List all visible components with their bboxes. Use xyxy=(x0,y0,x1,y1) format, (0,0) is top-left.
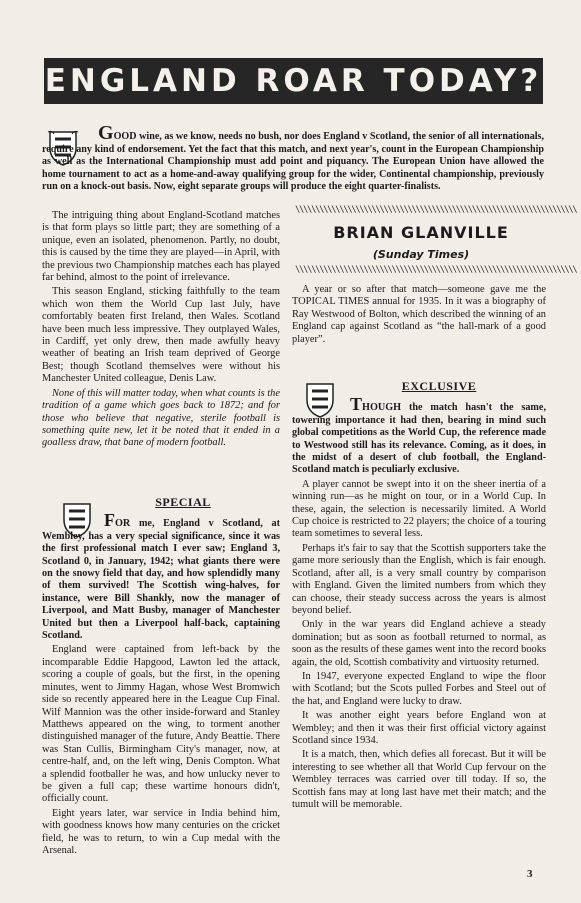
section-heading-special: SPECIAL xyxy=(155,495,211,509)
left-column xyxy=(42,210,280,452)
author-paper: (Sunday Times) xyxy=(372,248,470,261)
special-bold-paragraph: FOR me, England v Scotland, at Wembley, has a very special significance, since it was the first professional match I ever saw; England 3, Scotland 0, in January, 1942; what giants there were on the snowy field that day, and how splendidly many of them survived! The Scottish wing-halves, for instance, were Bill Shankly, now the manager of Liverpool, and Matt Busby, manager of Manchester United but then a Liverpool half-back, captaining Scotland. xyxy=(42,510,280,642)
intro-paragraph: GOOD wine, as we know, needs no bush, nor does England v Scotland, the senior of all internationals, require any kind of endorsement. Yet the fact that this match, and next year's, count in the European Championship as well as the International Championship must add point and piquancy. The European Union have allowed the home tournament to act as a home-and-away qualifying group for the wider, Continental championship, previously run on a knock-out basis. Now, eight separate groups will produce the eight quarter-finalists. xyxy=(42,122,544,193)
special-section xyxy=(42,496,280,859)
section-heading-exclusive: EXCLUSIVE xyxy=(401,379,477,393)
exclusive-section xyxy=(292,380,546,813)
zigzag-rule-top: \\\\\\\\\\\\\\\\\\\\\\\\\\\\\\\\\\\\\\\\\\\\\\\\\\\\\\\\\\\\\\\\\\\\\\ xyxy=(295,205,577,215)
body-paragraph: The intriguing thing about England-Scotland matches is that form plays so little part; they are something of a unique, even an isolated, phenomenon. Partly, no doubt, this is caused by the time they are played—in April, with the previous two Championship matches each has played far behind, almost to the point of irrelevance. xyxy=(42,210,280,284)
body-paragraph: A year or so after that match—someone gave me the TOPICAL TIMES annual for 1935. In it was a biography of Ray Westwood of Bolton, which described the winning of an England cap against Scotland as “the hall-mark of a good player”. xyxy=(292,284,546,345)
zigzag-rule-bottom: \\\\\\\\\\\\\\\\\\\\\\\\\\\\\\\\\\\\\\\\\\\\\\\\\\\\\\\\\\\\\\\\\\\\\\ xyxy=(295,265,577,275)
body-paragraph: It was another eight years before England won at Wembley; and then it was their first official victory against Scotland since 1934. xyxy=(292,710,546,746)
right-column-top xyxy=(292,284,546,348)
italic-paragraph: None of this will matter today, when what counts is the tradition of a game which goes back to 1872; and for those who believe that negative, sterile football is something quite new, let it be noted that it ended in a goalless draw, that bane of modern football. xyxy=(42,387,280,449)
body-paragraph: Only in the war years did England achieve a steady domination; but as soon as football returned to normal, as soon as the results of these games went into the record books again, the old, Scottish combativity and virtuosity returned. xyxy=(292,619,546,668)
body-paragraph: Eight years later, war service in India behind him, with goodness knows how many centuries on the cricket field, he was to return, to win a Cup medal with the Arsenal. xyxy=(42,807,280,856)
author-byline xyxy=(294,223,548,261)
body-paragraph: It is a match, then, which defies all forecast. But it will be interesting to see whether all that World Cup fervour on the Wembley terraces was carried over till today. If so, the Scottish fans may at long last have met their match; and the tumult will be memorable. xyxy=(292,749,546,810)
body-paragraph: This season England, sticking faithfully to the team which won them the World Cup last July, have comfortably beaten first Ireland, then Wales. Scotland have been much less impressive. They outplayed Wales, in Cardiff, yet only drew, then made awfully heavy weather of beating an Irish team deprived of George Best; though Scotland themselves were without his Manchester United colleague, Denis Law. xyxy=(42,286,280,385)
body-paragraph: England were captained from left-back by the incomparable Eddie Hapgood, Lawton led the attack, scoring a couple of goals, but the first, in the opening minutes, went to Jimmy Hagan, whose West Bromwich side so recently appeared here in the League Cup Final. Wilf Mannion was the other inside-forward and Stanley Matthews appeared on the wing, to torment another distinguished manager of the future, Andy Beattie. There was Stan Cullis, Birmingham City's manager, now, at centre-half, and, on the left wing, Denis Compton. What a splendid footballer he was, and how unlucky never to be given a full cap; these wartime honours didn't, officially count. xyxy=(42,644,280,805)
author-name: BRIAN GLANVILLE xyxy=(333,223,509,242)
page-number: 3 xyxy=(527,868,533,880)
exclusive-bold-paragraph: THOUGH the match hasn't the same, towering importance it had then, bearing in mind such global competitions as the World Cup, the reference made to Westwood still has its relevance. Coming, as it does, in the midst of a desert of club football, the England-Scotland match is peculiarly exclusive. xyxy=(292,394,546,476)
body-paragraph: A player cannot be swept into it on the sheer inertia of a winning run—as he might on tour, or in a World Cup. In these, again, the selection is necessarily limited. A World Cup choice is restricted to 22 players; the choice of a touring team sometimes to several less. xyxy=(292,478,546,540)
headline-banner: ENGLAND ROAR TODAY? xyxy=(44,58,543,104)
body-paragraph: In 1947, everyone expected England to wipe the floor with Scotland; but the Scots pulled Forbes and Steel out of the hat, and England were lucky to draw. xyxy=(292,670,546,707)
body-paragraph: Perhaps it's fair to say that the Scottish supporters take the game more seriously than the English, which is fair enough. Scotland, after all, is a very small country by comparison with England. Given the limited numbers from which they can choose, their steady success across the years is almost beyond belief. xyxy=(292,542,546,616)
